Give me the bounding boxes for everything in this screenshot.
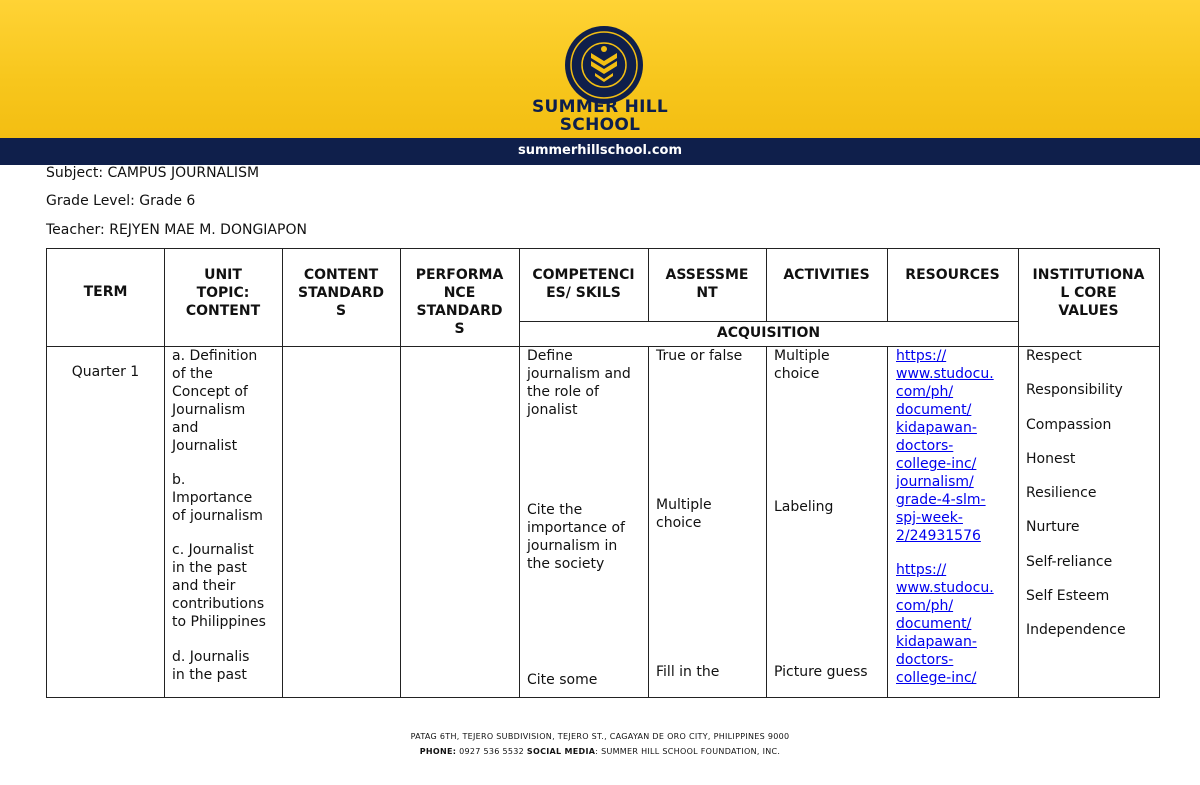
header-text: NT <box>696 285 718 301</box>
core-value: Honest <box>1026 450 1076 467</box>
header-text: NCE <box>443 285 476 301</box>
core-values-list <box>1026 347 1156 639</box>
link-line: https:// <box>896 562 947 578</box>
topic-line: and their <box>172 578 236 594</box>
header-text: UNIT <box>204 267 242 283</box>
competency-line: the role of <box>527 384 599 400</box>
unit-topic-b <box>172 471 280 525</box>
header-text: S <box>335 303 347 319</box>
header-text: CONTENT <box>185 303 261 319</box>
topic-line: d. Journalis <box>172 649 250 665</box>
competency-1 <box>527 347 647 419</box>
unit-topic-d <box>172 648 280 684</box>
assessment-line: choice <box>656 515 702 531</box>
link-line: doctors- <box>896 438 954 454</box>
resource-link-1[interactable] <box>896 347 1016 545</box>
header-text: TOPIC: <box>196 285 250 301</box>
topic-line: Journalism <box>172 402 246 418</box>
header-text: INSTITUTIONA <box>1032 267 1145 283</box>
footer-address: PATAG 6TH, TEJERO SUBDIVISION, TEJERO ST., CAGAYAN DE ORO CITY, PHILIPPINES 9000 <box>410 732 790 741</box>
footer-contact <box>0 747 1200 756</box>
core-value: Responsibility <box>1026 382 1123 399</box>
header-activities: ACTIVITIES <box>783 267 870 283</box>
header-text: CONTENT <box>303 267 379 283</box>
link-line: com/ph/ <box>896 598 954 614</box>
header-competencies <box>519 266 648 302</box>
activity-line: choice <box>774 366 820 382</box>
subject-line: Subject: CAMPUS JOURNALISM <box>46 165 260 181</box>
core-value: Resilience <box>1026 485 1097 502</box>
link-line: college-inc/ <box>896 670 977 686</box>
assessment-line: Multiple <box>656 497 712 513</box>
header-text: STANDARD <box>416 303 503 319</box>
header-core-values <box>1018 266 1159 320</box>
competency-line: importance of <box>527 520 625 536</box>
topic-line: of journalism <box>172 508 263 524</box>
topic-line: in the past <box>172 667 247 683</box>
phone-number: 0927 536 5532 <box>456 747 527 756</box>
topic-line: a. Definition <box>172 348 258 364</box>
competency-line: journalism and <box>527 366 631 382</box>
topic-line: and <box>172 420 199 436</box>
assessment-1: True or false <box>656 348 743 364</box>
competency-line: Define <box>527 348 573 364</box>
activity-line: Multiple <box>774 348 830 364</box>
assessment-3: Fill in the <box>656 664 720 680</box>
header-unit-topic <box>164 266 282 320</box>
link-line: com/ph/ <box>896 384 954 400</box>
school-name-line2: SCHOOL <box>559 115 641 135</box>
term-cell: Quarter 1 <box>71 364 140 380</box>
topic-line: c. Journalist <box>172 542 254 558</box>
topic-line: in the past <box>172 560 247 576</box>
core-value: Nurture <box>1026 519 1080 536</box>
header-text: L CORE <box>1060 285 1117 301</box>
social-media-value: : SUMMER HILL SCHOOL FOUNDATION, INC. <box>595 747 781 756</box>
unit-topic-c <box>172 541 280 631</box>
website-link[interactable]: summerhillschool.com <box>517 143 683 158</box>
header-acquisition: ACQUISITION <box>716 325 821 341</box>
topic-line: to Philippines <box>172 614 266 630</box>
link-line: kidapawan- <box>896 634 977 650</box>
link-line: doctors- <box>896 652 954 668</box>
school-seal-logo <box>564 25 644 105</box>
header-text: PERFORMA <box>415 267 504 283</box>
competency-line: Cite some <box>527 672 598 688</box>
topic-line: b. <box>172 472 186 488</box>
header-content-standards <box>282 266 400 320</box>
unit-topic-a <box>172 347 280 455</box>
link-line: journalism/ <box>896 474 974 490</box>
school-name-line1: SUMMER HILL <box>531 97 669 117</box>
header-assessment <box>648 266 766 302</box>
link-line: document/ <box>896 616 972 632</box>
competency-line: the society <box>527 556 605 572</box>
core-value: Self-reliance <box>1026 553 1113 570</box>
teacher-line: Teacher: REJYEN MAE M. DONGIAPON <box>46 222 307 238</box>
topic-line: of the <box>172 366 213 382</box>
core-value: Independence <box>1026 622 1126 639</box>
link-line: college-inc/ <box>896 456 977 472</box>
link-line: www.studocu. <box>896 366 994 382</box>
assessment-2 <box>656 496 764 532</box>
header-text: ES/ SKILS <box>546 285 621 301</box>
header-text: S <box>454 321 465 337</box>
header-text: STANDARD <box>298 285 384 301</box>
link-line: document/ <box>896 402 972 418</box>
competency-line: Cite the <box>527 502 583 518</box>
social-media-label: SOCIAL MEDIA <box>526 747 596 756</box>
core-value: Compassion <box>1026 416 1112 433</box>
competency-line: jonalist <box>527 402 578 418</box>
resource-link-2[interactable] <box>896 561 1016 687</box>
topic-line: contributions <box>172 596 265 612</box>
grade-line: Grade Level: Grade 6 <box>46 193 196 209</box>
header-text: ASSESSME <box>665 267 749 283</box>
phone-label: PHONE: <box>419 747 457 756</box>
header-resources: RESOURCES <box>905 267 1000 283</box>
activity-3: Picture guess <box>774 664 868 680</box>
header-text: VALUES <box>1058 303 1119 319</box>
activity-1 <box>774 347 884 383</box>
header-text: COMPETENCI <box>532 267 635 283</box>
header-performance-standards <box>400 266 519 338</box>
link-line: www.studocu. <box>896 580 994 596</box>
core-value: Self Esteem <box>1026 588 1110 605</box>
link-line: spj-week- <box>896 510 963 526</box>
activity-2: Labeling <box>774 499 834 515</box>
link-line: kidapawan- <box>896 420 977 436</box>
header-term: TERM <box>83 284 128 300</box>
competency-line: journalism in <box>527 538 618 554</box>
competency-3 <box>527 671 647 689</box>
core-value: Respect <box>1026 348 1082 364</box>
link-line: 2/24931576 <box>896 528 981 544</box>
competency-2 <box>527 501 647 573</box>
school-name <box>500 98 700 134</box>
topic-line: Importance <box>172 490 253 506</box>
link-line: https:// <box>896 348 947 364</box>
link-line: grade-4-slm- <box>896 492 986 508</box>
topic-line: Journalist <box>172 438 238 454</box>
topic-line: Concept of <box>172 384 248 400</box>
curriculum-table <box>46 248 1160 698</box>
